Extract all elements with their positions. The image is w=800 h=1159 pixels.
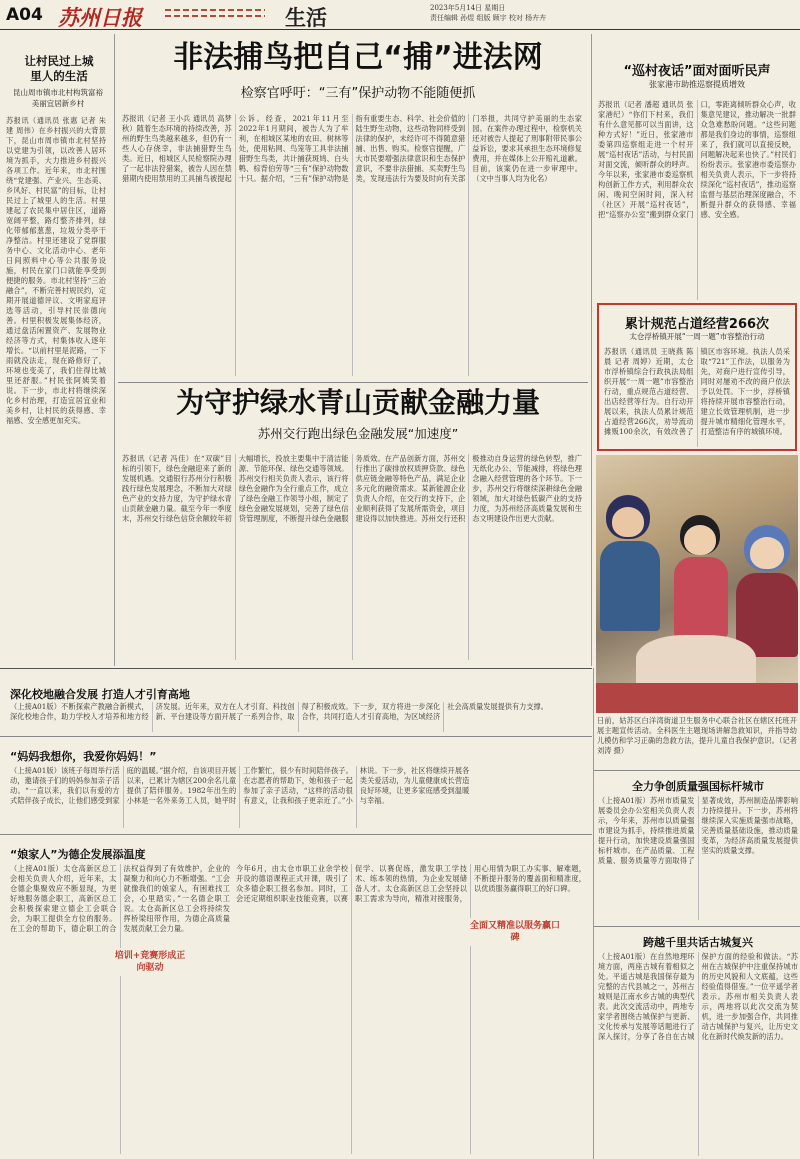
story-body: 苏报讯（通讯员 王晓燕 陈晨 记者 周婷）近期，太仓市浮桥镇综合行政执法局组织开展“一周一题”市容整治行动，重点规范占道经营、出店经营等行为。自行动开展以来，执法人员累计规范占道经营266次，劝导流动摊贩100余次，有效改善了镇区市容环境。执法人员采取“721”工作法，以服务为先，对商户进行宣传引导，同时对屡劝不改的商户依法予以处罚。下一步，浮桥镇将持续开展市容整治行动，建立长效管理机制，进一步提升城市精细化管理水平，打造整洁有序的城镇环境。 bbox=[604, 347, 790, 436]
decorative-wave bbox=[165, 9, 265, 11]
story-title: 非法捕鸟把自己“捕”进法网 bbox=[173, 40, 543, 75]
photo-caption: 日前，姑苏区白洋湾街道卫生服务中心联合社区在辖区托班开展主题宣传活动。全科医生主题现场讲解急救知识，并指导幼儿模仿和学习正确的急救方法，提升儿童自我保护意识。（记者 刘涛 摄） bbox=[597, 716, 797, 755]
story-body: （上接A01版）在自然地理环境方面，两座古城有着相似之处。平遥古城是我国保存最为完整的古代县城之一，苏州古城则是江南水乡古城的典型代表。此次交流活动中，两地专家学者围绕古城保护与更新、文化传承与发展等话题进行了深入探讨，分享了各自在古城保护方面的经验和做法。“苏州在古城保护中注重保持城市的历史风貌和人文底蕴，这些经验值得借鉴。”一位平遥学者表示。苏州市相关负责人表示，两地将以此次交流为契机，进一步加强合作，共同推动古城保护与复兴，让历史文化在新时代焕发新的活力。 bbox=[598, 952, 798, 1041]
story-body: 苏报讯（通讯员 张惠 记者 朱建 周伟）在乡村振兴的大背景下，昆山市周市镇市北村坚持以党建为引领，以改善人居环境为抓手，大力推进乡村振兴各项工作。近年来，市北村围绕“党建强、产业兴、生态美、乡风好、村民富”的目标，让村民过上了城里人的生活。村里建起了农民集中居住区，道路宽阔平整，路灯整齐排列，绿化带郁郁葱葱，垃圾分类亭干净整洁。村里还建设了党群服务中心、文化活动中心、老年日间照料中心等公共服务设施，村民在家门口就能享受到便捷的服务。市北村坚持“三治融合”，不断完善村规民约，定期开展道德评议、文明家庭评选等活动，引导村民崇德向善。村里积极发展集体经济，通过盘活闲置资产、发展物业经济等方式，村集体收入逐年增长。“以前村里是泥路，一下雨就没法走，现在路修好了，环境也变美了，我们住得比城里还舒服。”村民张阿姨笑着说。下一步，市北村将继续深化乡村治理，打造宜居宜业和美乡村，让村民的获得感、幸福感、安全感更加充实。 bbox=[6, 116, 106, 425]
story-body: （上接A01版）该班子每周举行活动，邀请孩子们的妈妈参加亲子活动。“一直以来，我们以有爱的方式陪伴孩子成长，让他们感受到家庭的温暖。”据介绍，自该项目开展以来，已累计为辖区200余名儿童提供了陪伴服务。1982年出生的小林是一名外来务工人员，她平时工作繁忙，很少有时间陪伴孩子。在志愿者的帮助下，她和孩子一起参加了亲子活动，“这样的活动很有意义，让我和孩子更亲近了。”小林说。下一步，社区将继续开展各类关爱活动，为儿童健康成长营造良好环境，让更多家庭感受到温暖与幸福。 bbox=[10, 766, 470, 805]
horizontal-rule bbox=[594, 770, 800, 771]
horizontal-rule bbox=[118, 382, 588, 383]
masthead bbox=[0, 0, 800, 30]
horizontal-rule bbox=[594, 926, 800, 927]
child-figure bbox=[684, 525, 716, 555]
section-title: 生活 bbox=[285, 6, 327, 30]
story-title: 全力争创质量强国标杆城市 bbox=[632, 780, 764, 793]
subhead: 培训+竞赛形成正向驱动 bbox=[114, 948, 186, 976]
child-figure bbox=[750, 537, 784, 569]
story-mom bbox=[0, 740, 592, 830]
subhead: 全面又精准以服务赢口碑 bbox=[470, 918, 560, 946]
story-subtitle: 昆山周市镇市北村构筑富裕美丽宜居新乡村 bbox=[13, 88, 103, 108]
story-title: 为守护绿水青山贡献金融力量 bbox=[175, 386, 540, 419]
story-subtitle: 检察官呼吁：“三有”保护动物不能随便抓 bbox=[240, 86, 476, 101]
issue-date: 2023年5月14日 星期日 bbox=[430, 4, 506, 12]
column-rule bbox=[591, 34, 592, 666]
story-health bbox=[596, 774, 800, 924]
story-body: （上接A01版）苏州市质量发展委员会办公室相关负责人表示，今年来，苏州市以质量强市建设为抓手，持续推进质量提升行动，加快建设质量强国标杆城市。在产品质量、工程质量、服务质量等方面取得了显著成效，苏州制造品牌影响力持续提升。下一步，苏州将继续深入实施质量强市战略，完善质量基础设施，推动质量变革，为经济高质量发展提供坚实的质量支撑。 bbox=[598, 796, 798, 865]
story-body: 苏报讯（记者 潘超 通讯员 张家港纪）“你们下村来，我们有什么意见都可以当面讲，这种方式好！”近日，张家港市委第四巡察组走进一个村开展“巡村夜话”活动，与村民面对面交流，倾听群众的呼声。今年以来，张家港市委巡察机构创新工作方式，利用群众农闲、晚间空闲时间，深入村（社区）开展“巡村夜话”，把“巡察办公室”搬到群众家门口，零距离倾听群众心声，收集意见建议，推动解决一批群众急难愁盼问题。“这些问题都是我们身边的事情，巡察组来了，我们就可以直接反映，问题解决起来也快了。”村民们纷纷表示。张家港市委巡察办相关负责人表示，下一步将持续深化“巡村夜话”，推动巡察监督与基层治理深度融合，不断提升群众的获得感、幸福感、安全感。 bbox=[598, 100, 796, 219]
story-wife bbox=[0, 838, 592, 1159]
story-body: 苏报讯（记者 王小兵 通讯员 高梦秋）随着生态环境的持续改善，苏州的野生鸟类越来越多，但仍有一些人心存侥幸，非法捕猎野生鸟类。近日，相城区人民检察院办理了一起非法狩猎案，被告人因在禁猎期内使用禁用的工具捕鸟被提起公诉。经查，2021年11月至2022年1月期间，被告人为了牟利，在相城区某地的农田、树林等处，使用粘网、鸟笼等工具非法捕猎野生鸟类，共计捕获斑鸠、白头鹎、棕背伯劳等“三有”保护动物数十只。据介绍，“三有”保护动物是指有重要生态、科学、社会价值的陆生野生动物，这些动物同样受到法律的保护，未经许可不得随意猎捕、出售、购买。检察官提醒，广大市民要增强法律意识和生态保护意识，不要非法猎捕、买卖野生鸟类，发现违法行为要及时向有关部门举报，共同守护美丽的生态家园。在案件办理过程中，检察机关还对被告人提起了刑事附带民事公益诉讼，要求其承担生态环境修复费用，并在媒体上公开赔礼道歉。目前，该案仍在进一步审理中。（文中当事人均为化名） bbox=[122, 114, 582, 183]
story-green bbox=[118, 386, 588, 666]
story-body: （上接A01版）不断探索产教融合新模式，深化校地合作，助力学校人才培养和地方经济发展。近年来，双方在人才引育、科技创新、平台建设等方面开展了一系列合作，取得了积极成效。下一步，双方将进一步深化合作，共同打造人才引育高地，为区域经济社会高质量发展提供有力支撑。 bbox=[10, 702, 548, 721]
story-title: “巡村夜话”面对面听民声 bbox=[623, 64, 771, 79]
story-subtitle: 太仓浮桥镇开展“一周一题”市容整治行动 bbox=[629, 332, 765, 341]
child-figure bbox=[612, 507, 644, 537]
story-patrol bbox=[594, 32, 800, 292]
story-title: 跨越千里共话古城复兴 bbox=[643, 936, 753, 949]
editors-line: 责任编辑 孙煜 组版 顾宇 校对 杨卉卉 bbox=[430, 14, 547, 22]
story-body: 苏报讯（记者 冯佳）在“双碳”目标的引领下，绿色金融迎来了新的发展机遇。交通银行苏州分行积极践行绿色发展理念，不断加大对绿色产业的支持力度，为守护绿水青山贡献金融力量。截至今年一季度末，苏州交行绿色信贷余额较年初大幅增长，投放主要集中于清洁能源、节能环保、绿色交通等领域。苏州交行相关负责人表示，该行将绿色金融作为全行重点工作，成立了绿色金融工作领导小组，制定了绿色金融发展规划，完善了绿色信贷管理制度，不断提升绿色金融服务质效。在产品创新方面，苏州交行推出了碳排放权质押贷款、绿色供应链金融等特色产品，满足企业多元化的融资需求。某新能源企业负责人介绍，在交行的支持下，企业顺利获得了发展所需资金，项目建设得以加快推进。苏州交行还积极推动自身运营的绿色转型，推广无纸化办公、节能减排，将绿色理念融入经营管理的各个环节。下一步，苏州交行将继续深耕绿色金融领域，加大对绿色低碳产业的支持力度，为苏州经济高质量发展和生态文明建设作出更大贡献。 bbox=[122, 454, 582, 523]
story-title: 让村民过上城里人的生活 bbox=[24, 54, 94, 83]
story-title: “妈妈我想你，我爱你妈妈！” bbox=[10, 750, 157, 763]
decorative-wave bbox=[165, 15, 265, 17]
story-bird bbox=[118, 32, 588, 382]
story-subtitle: 苏州交行跑出绿色金融发展“加速度” bbox=[257, 426, 459, 441]
story-teen bbox=[0, 672, 592, 732]
boxed-story bbox=[597, 303, 797, 451]
story-title: 深化校地融合发展 打造人才引育高地 bbox=[10, 688, 190, 701]
story-bridge bbox=[596, 930, 800, 1159]
horizontal-rule bbox=[0, 834, 592, 835]
child-body bbox=[674, 557, 728, 637]
child-body bbox=[600, 541, 660, 631]
floor-mat bbox=[596, 683, 798, 713]
story-title: 累计规范占道经营266次 bbox=[624, 317, 770, 332]
story-title: “娘家人”为德企发展添温度 bbox=[10, 848, 146, 861]
column-rule bbox=[114, 34, 115, 666]
column-rule bbox=[593, 668, 594, 1159]
story-body-continued: 今年6月，由太仓市职工业余学校开设的德语课程正式开课，吸引了众多德企职工报名参加。同时，工会还定期组织职业技能竞赛，以赛促学、以赛促练，激发职工学技术、练本领的热情，为企业发展储备人才。太仓高新区总工会坚持以职工需求为导向，精准对接服务，用心用情为职工办实事、解难题，不断提升服务的覆盖面和精准度，以优质服务赢得职工的好口碑。 bbox=[236, 864, 586, 903]
paper-name: 苏州日报 bbox=[58, 5, 142, 30]
story-subtitle: 张家港市助推巡察提质增效 bbox=[649, 80, 745, 89]
horizontal-rule bbox=[0, 668, 592, 669]
horizontal-rule bbox=[0, 736, 592, 737]
first-aid-photo bbox=[596, 455, 798, 713]
page-number: A04 bbox=[6, 5, 43, 25]
story-body: （上接A01版）太仓高新区总工会相关负责人介绍，近年来，太仓德企集聚效应不断显现，为更好地服务德企职工，高新区总工会积极探索建立德企工会联合会，为职工提供全方位的服务。在工会的帮助下，德企职工的合法权益得到了有效维护，企业的凝聚力和向心力不断增强。“工会就像我们的娘家人，有困难找工会，心里踏实。”一名德企职工说。太仓高新区总工会将持续发挥桥梁纽带作用，为德企高质量发展贡献工会力量。 bbox=[10, 864, 230, 933]
story-left bbox=[0, 32, 112, 664]
